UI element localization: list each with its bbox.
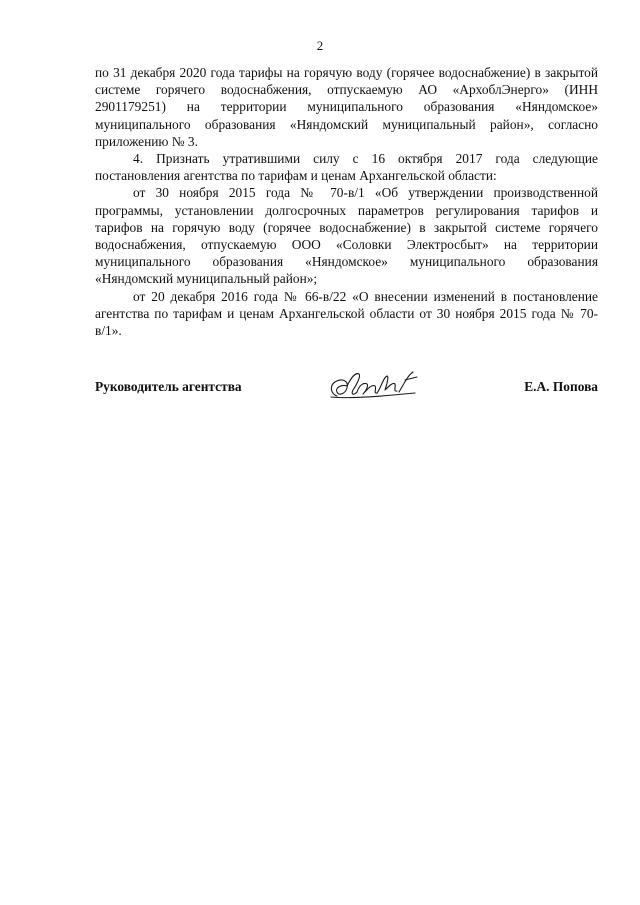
paragraph-resolution-1: от 30 ноября 2015 года № 70-в/1 «Об утверждении производственной программы, установлении долгосрочных параметров регулирования тарифов и тарифов на горячую воду (горячее водоснабжение) в закрытой системе горячего водоснабжения, отпускаемую ООО «Соловки Электросбыт» на территории муниципального образования «Няндомское» муниципального образования «Няндомский муниципальный район»;	[95, 185, 598, 287]
page-number: 2	[316, 38, 324, 53]
signer-title: Руководитель агентства	[95, 379, 242, 394]
paragraph-continuation: по 31 декабря 2020 года тарифы на горячую воду (горячее водоснабжение) в закрытой системе горячего водоснабжения, отпускаемую АО «АрхоблЭнерго» (ИНН 2901179251) на территории муниципального образования «Няндомское» муниципального образования «Няндомский муниципальный район», согласно приложению № 3.	[95, 65, 598, 149]
signer-name: Е.А. Попова	[524, 379, 598, 394]
paragraph-resolution-2: от 20 декабря 2016 года № 66-в/22 «О внесении изменений в постановление агентства по тарифам и ценам Архангельской области от 30 ноября 2015 года № 70-в/1».	[95, 288, 598, 339]
signature-block	[95, 368, 598, 408]
paragraph-item-4: 4. Признать утратившими силу с 16 октября 2017 года следующие постановления агентства по тарифам и ценам Архангельской области:	[95, 151, 598, 184]
document-body	[95, 64, 598, 339]
handwritten-signature	[323, 366, 423, 406]
